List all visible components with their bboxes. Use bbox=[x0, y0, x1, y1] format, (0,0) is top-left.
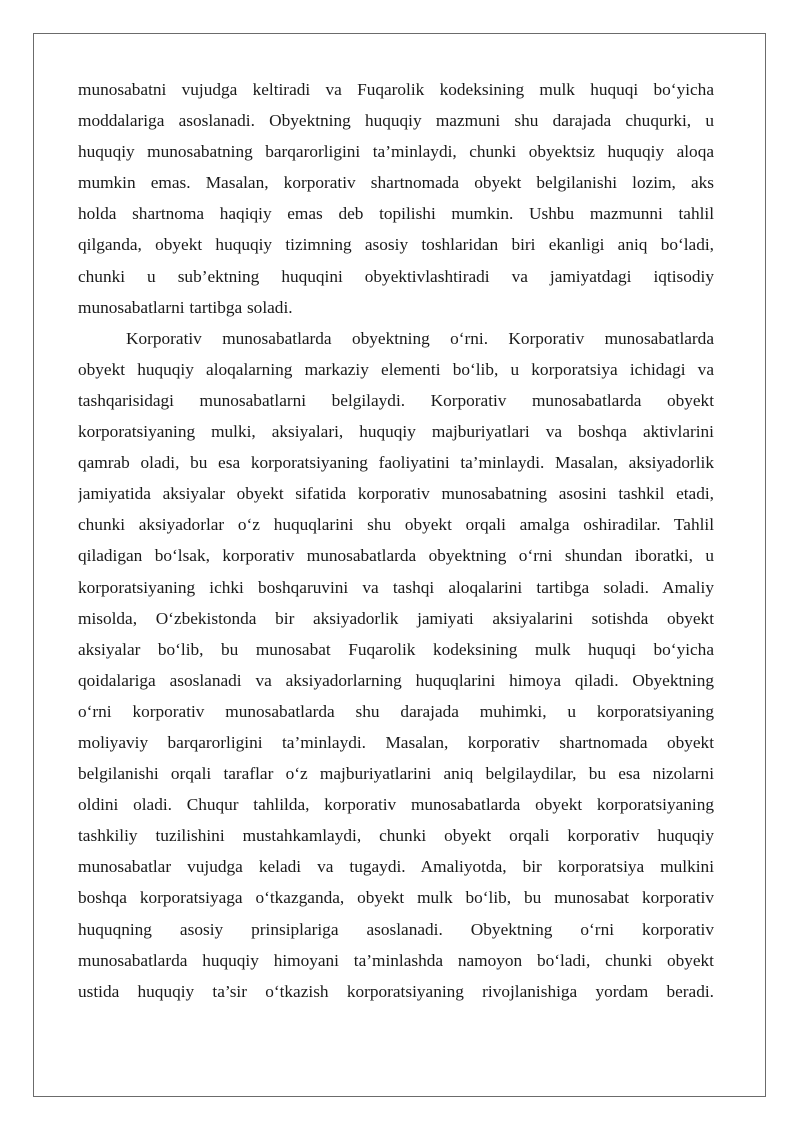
text-line: tashqarisidagi munosabatlarni belgilaydi. Korporativ munosabatlarda obyekt bbox=[78, 390, 714, 410]
document-body bbox=[78, 74, 714, 1007]
text-line: belgilanishi orqali taraflar o‘z majburiyatlarini aniq belgilaydilar, bu esa nizolarni bbox=[78, 764, 714, 784]
text-line: qiladigan bo‘lsak, korporativ munosabatlarda obyektning o‘rni shundan iboratki, u bbox=[78, 546, 714, 566]
text-line: qilganda, obyekt huquqiy tizimning asosiy toshlaridan biri ekanligi aniq bo‘ladi, bbox=[78, 235, 714, 255]
text-line: qamrab oladi, bu esa korporatsiyaning faoliyatini ta’minlaydi. Masalan, aksiyadorlik bbox=[78, 453, 714, 473]
text-line: Korporativ munosabatlarda obyektning o‘rni. Korporativ munosabatlarda bbox=[126, 328, 714, 348]
text-line: obyekt huquqiy aloqalarning markaziy elementi bo‘lib, u korporatsiya ichidagi va bbox=[78, 359, 714, 379]
text-line: qoidalariga asoslanadi va aksiyadorlarning huquqlarini himoya qiladi. Obyektning bbox=[78, 670, 714, 690]
text-line: mumkin emas. Masalan, korporativ shartnomada obyekt belgilanishi lozim, aks bbox=[78, 173, 714, 193]
text-line: ustida huquqiy ta’sir o‘tkazish korporatsiyaning rivojlanishiga yordam beradi. bbox=[78, 981, 714, 1001]
text-line: chunki aksiyadorlar o‘z huquqlarini shu obyekt orqali amalga oshiradilar. Tahlil bbox=[78, 515, 714, 535]
text-line: aksiyalar bo‘lib, bu munosabat Fuqarolik kodeksining mulk huquqi bo‘yicha bbox=[78, 639, 714, 659]
text-line: munosabatlarni tartibga soladi. bbox=[78, 297, 293, 317]
text-line: chunki u sub’ektning huquqini obyektivlashtiradi va jamiyatdagi iqtisodiy bbox=[78, 266, 714, 286]
text-line: boshqa korporatsiyaga o‘tkazganda, obyekt mulk bo‘lib, bu munosabat korporativ bbox=[78, 888, 714, 908]
text-line: munosabatlar vujudga keladi va tugaydi. Amaliyotda, bir korporatsiya mulkini bbox=[78, 857, 714, 877]
text-line: misolda, O‘zbekistonda bir aksiyadorlik jamiyati aksiyalarini sotishda obyekt bbox=[78, 608, 714, 628]
text-line: huquqiy munosabatning barqarorligini ta’minlaydi, chunki obyektsiz huquqiy aloqa bbox=[78, 142, 714, 162]
text-line: holda shartnoma haqiqiy emas deb topilishi mumkin. Ushbu mazmunni tahlil bbox=[78, 204, 714, 224]
text-line: moliyaviy barqarorligini ta’minlaydi. Masalan, korporativ shartnomada obyekt bbox=[78, 732, 714, 752]
paragraph-1 bbox=[78, 74, 714, 323]
paragraph-2 bbox=[78, 323, 714, 1007]
text-line: o‘rni korporativ munosabatlarda shu darajada muhimki, u korporatsiyaning bbox=[78, 701, 714, 721]
text-line: oldini oladi. Chuqur tahlilda, korporativ munosabatlarda obyekt korporatsiyaning bbox=[78, 795, 714, 815]
text-line: korporatsiyaning mulki, aksiyalari, huquqiy majburiyatlari va boshqa aktivlarini bbox=[78, 422, 714, 442]
text-line: moddalariga asoslanadi. Obyektning huquqiy mazmuni shu darajada chuqurki, u bbox=[78, 111, 714, 131]
text-line: tashkiliy tuzilishini mustahkamlaydi, chunki obyekt orqali korporativ huquqiy bbox=[78, 826, 714, 846]
text-line: jamiyatida aksiyalar obyekt sifatida korporativ munosabatning asosini tashkil etadi, bbox=[78, 484, 714, 504]
text-line: munosabatni vujudga keltiradi va Fuqarolik kodeksining mulk huquqi bo‘yicha bbox=[78, 80, 714, 99]
text-line: huquqning asosiy prinsiplariga asoslanadi. Obyektning o‘rni korporativ bbox=[78, 919, 714, 939]
text-line: munosabatlarda huquqiy himoyani ta’minlashda namoyon bo‘ladi, chunki obyekt bbox=[78, 950, 714, 970]
text-line: korporatsiyaning ichki boshqaruvini va tashqi aloqalarini tartibga soladi. Amaliy bbox=[78, 577, 714, 597]
